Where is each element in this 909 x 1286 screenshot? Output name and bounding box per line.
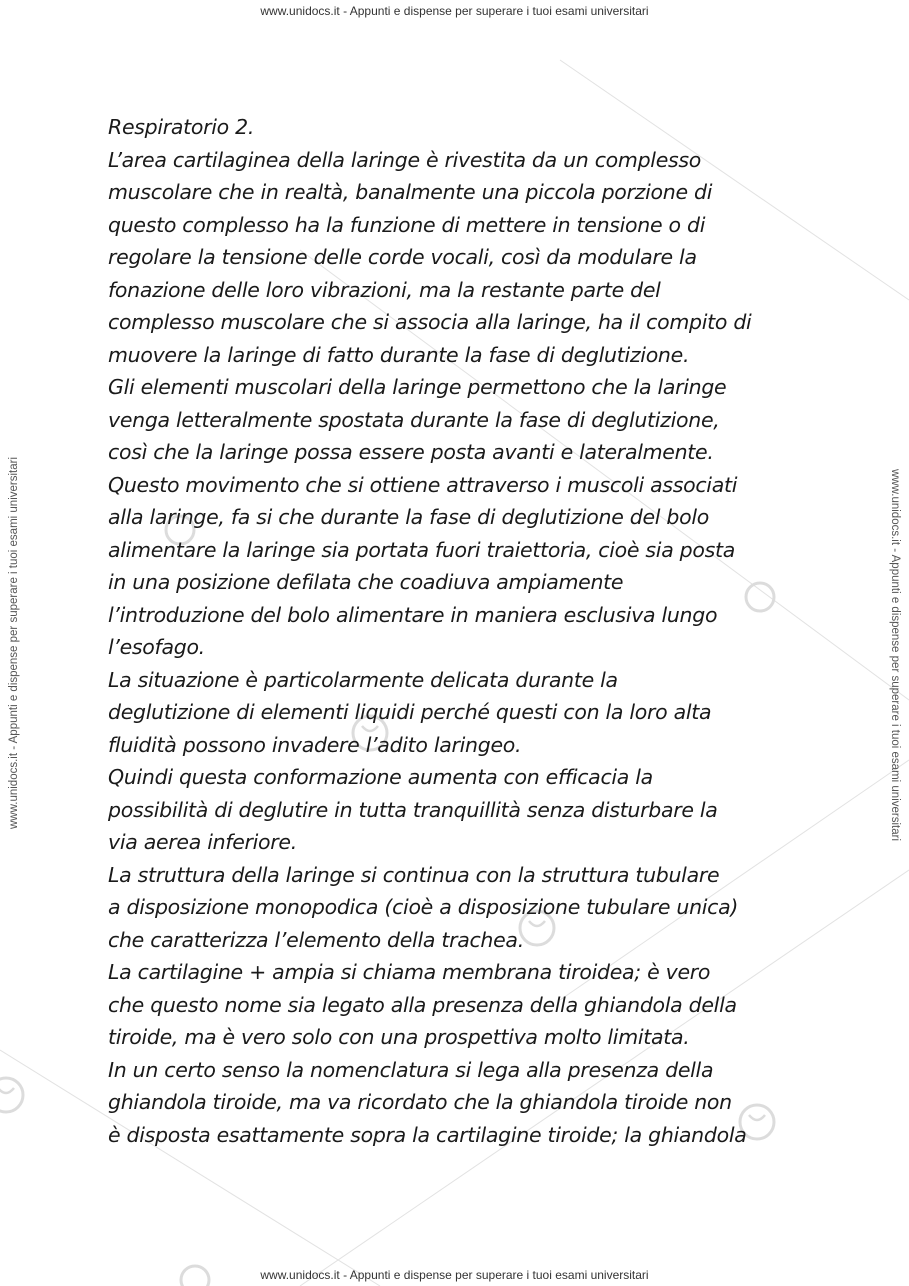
document-body bbox=[108, 111, 808, 1151]
text-line: questo complesso ha la funzione di mettere in tensione o di bbox=[108, 212, 706, 237]
text-line: venga letteralmente spostata durante la fase di deglutizione, bbox=[108, 407, 720, 432]
text-line: alla laringe, fa si che durante la fase di deglutizione del bolo bbox=[108, 505, 709, 529]
text-line: così che la laringe possa essere posta avanti e lateralmente. bbox=[108, 440, 714, 464]
text-line: via aerea inferiore. bbox=[108, 830, 297, 854]
text-line: fonazione delle loro vibrazioni, ma la restante parte del bbox=[108, 277, 661, 302]
text-line: a disposizione monopodica (cioè a disposizione tubulare unica) bbox=[108, 895, 739, 919]
text-line: è disposta esattamente sopra la cartilagine tiroide; la ghiandola bbox=[108, 1122, 747, 1147]
text-line: che caratterizza l’elemento della trachea. bbox=[108, 927, 524, 952]
text-line: ghiandola tiroide, ma va ricordato che la ghiandola tiroide non bbox=[108, 1090, 732, 1114]
text-line: L’area cartilaginea della laringe è rivestita da un complesso bbox=[108, 147, 702, 172]
text-line: Quindi questa conformazione aumenta con efficacia la bbox=[108, 765, 653, 789]
text-line: in una posizione defilata che coadiuva ampiamente bbox=[108, 570, 624, 594]
text-line: l’esofago. bbox=[108, 635, 205, 659]
document-title: Respiratorio 2. bbox=[108, 115, 255, 139]
text-line: complesso muscolare che si associa alla laringe, ha il compito di bbox=[108, 310, 752, 334]
text-line: In un certo senso la nomenclatura si lega alla presenza della bbox=[108, 1057, 714, 1082]
text-line: alimentare la laringe sia portata fuori traiettoria, cioè sia posta bbox=[108, 537, 736, 562]
text-line: muscolare che in realtà, banalmente una piccola porzione di bbox=[108, 180, 713, 204]
text-line: regolare la tensione delle corde vocali, così da modulare la bbox=[108, 245, 697, 269]
text-line: La situazione è particolarmente delicata durante la bbox=[108, 667, 618, 692]
watermark-footer: www.unidocs.it - Appunti e dispense per superare i tuoi esami universitari bbox=[260, 1268, 649, 1282]
text-line: La struttura della laringe si continua con la struttura tubulare bbox=[108, 862, 720, 887]
watermark-header: www.unidocs.it - Appunti e dispense per superare i tuoi esami universitari bbox=[260, 4, 649, 18]
watermark-side-left: www.unidocs.it - Appunti e dispense per superare i tuoi esami universitari bbox=[8, 456, 20, 830]
text-line: che questo nome sia legato alla presenza della ghiandola della bbox=[108, 992, 737, 1017]
text-line: possibilità di deglutire in tutta tranquillità senza disturbare la bbox=[108, 797, 718, 822]
text-line: Gli elementi muscolari della laringe permettono che la laringe bbox=[108, 375, 727, 399]
watermark-side-right: www.unidocs.it - Appunti e dispense per superare i tuoi esami universitari bbox=[889, 468, 901, 842]
text-line: l’introduzione del bolo alimentare in maniera esclusiva lungo bbox=[108, 602, 718, 627]
text-line: fluidità possono invadere l’adito laringeo. bbox=[108, 732, 522, 757]
text-line: muovere la laringe di fatto durante la fase di deglutizione. bbox=[108, 342, 690, 367]
text-line: deglutizione di elementi liquidi perché questi con la loro alta bbox=[108, 700, 712, 724]
text-line: Questo movimento che si ottiene attraverso i muscoli associati bbox=[108, 472, 738, 497]
text-line: tiroide, ma è vero solo con una prospettiva molto limitata. bbox=[108, 1025, 690, 1049]
text-line: La cartilagine + ampia si chiama membrana tiroidea; è vero bbox=[108, 960, 711, 984]
